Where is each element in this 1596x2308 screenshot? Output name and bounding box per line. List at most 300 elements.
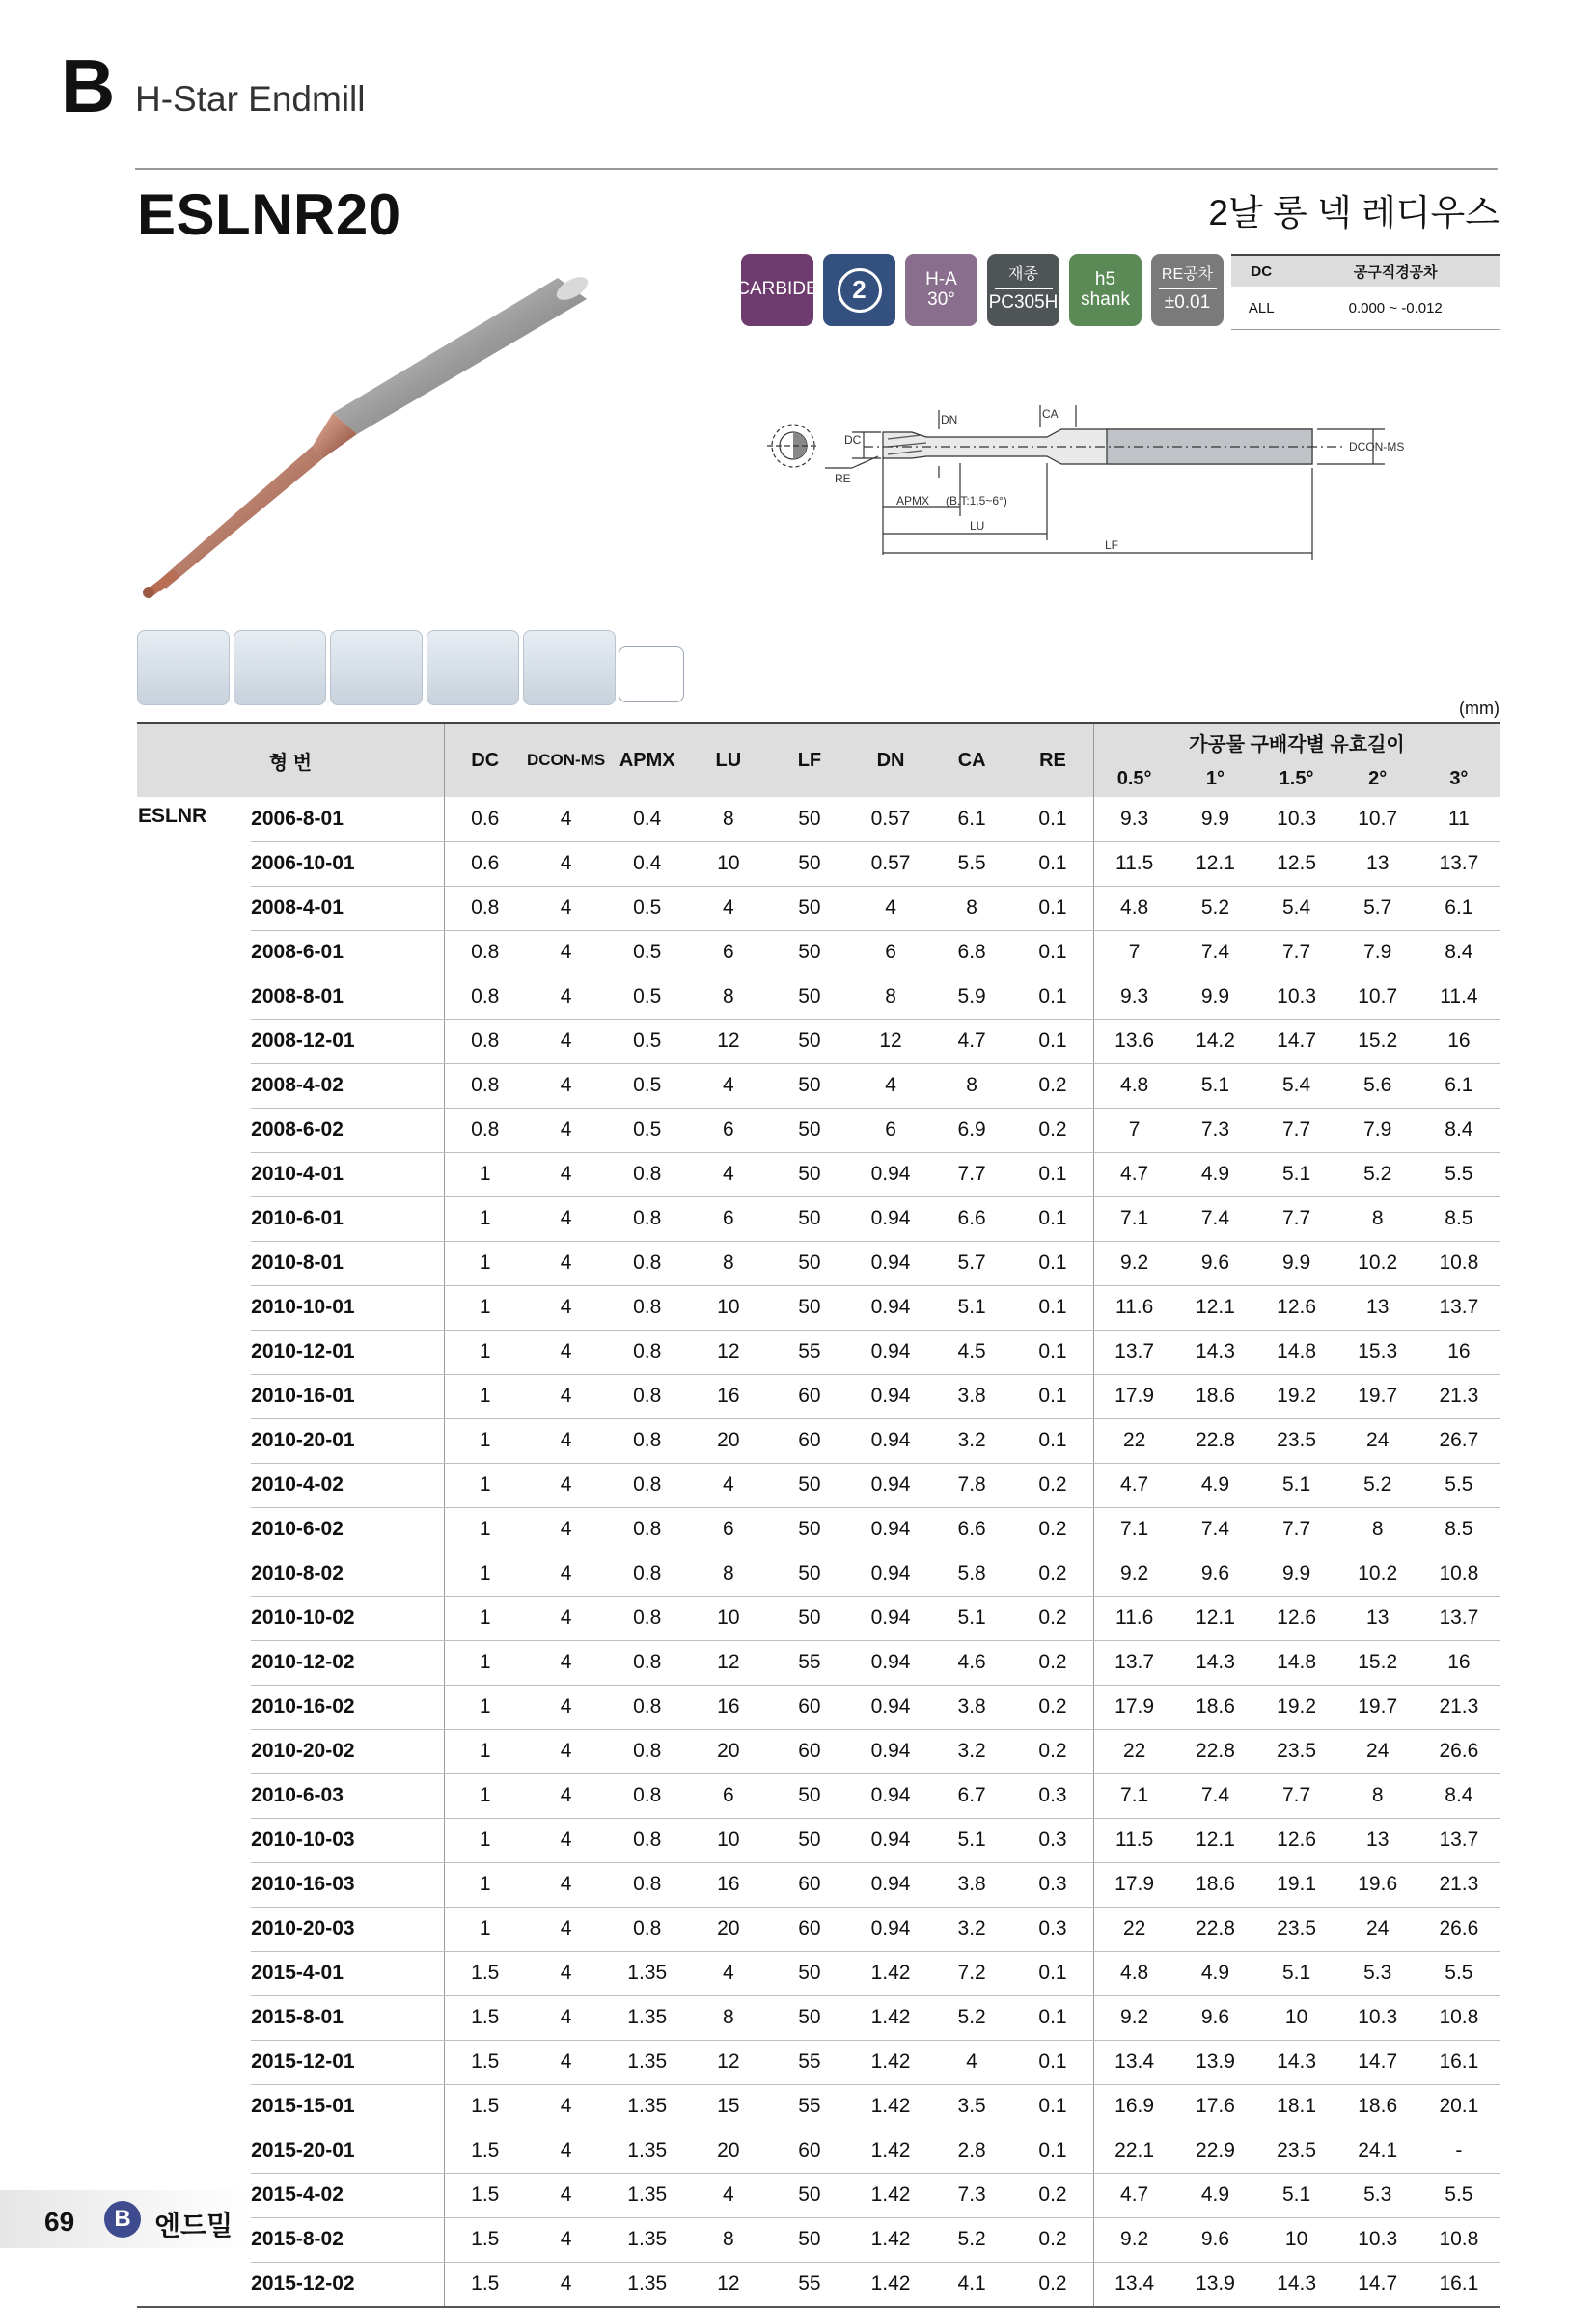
value-cell: 11.5 bbox=[1093, 1818, 1174, 1862]
value-cell: 4 bbox=[526, 1418, 607, 1463]
header-effective-length: 가공물 구배각별 유효길이 bbox=[1093, 723, 1500, 760]
value-cell: 5.2 bbox=[1337, 1463, 1418, 1507]
value-cell: 0.2 bbox=[1012, 1596, 1093, 1640]
value-cell: 8 bbox=[688, 1241, 769, 1285]
value-cell: 5.1 bbox=[1256, 2173, 1337, 2217]
value-cell: 4 bbox=[850, 1063, 931, 1108]
value-cell: 12 bbox=[688, 2262, 769, 2307]
value-cell: 4 bbox=[688, 2173, 769, 2217]
value-cell: 14.7 bbox=[1337, 2262, 1418, 2307]
value-cell: 10 bbox=[688, 1818, 769, 1862]
value-cell: 1.42 bbox=[850, 2217, 931, 2262]
value-cell: 10.3 bbox=[1337, 2217, 1418, 2262]
header-re: RE bbox=[1012, 723, 1093, 797]
value-cell: 14.3 bbox=[1174, 1640, 1255, 1685]
value-cell: 26.6 bbox=[1418, 1729, 1500, 1773]
value-cell: 4 bbox=[526, 1196, 607, 1241]
value-cell: 4 bbox=[526, 1019, 607, 1063]
value-cell: 4 bbox=[526, 1818, 607, 1862]
badge-bottom-text: shank bbox=[1081, 288, 1130, 310]
section-title: H-Star Endmill bbox=[135, 79, 366, 119]
value-cell: 24.1 bbox=[1337, 2129, 1418, 2173]
family-cell bbox=[137, 2129, 251, 2173]
value-cell: 6 bbox=[688, 1196, 769, 1241]
table-row bbox=[137, 1596, 1500, 1640]
value-cell: 18.6 bbox=[1337, 2084, 1418, 2129]
value-cell: 1.35 bbox=[607, 2040, 688, 2084]
value-cell: 7.7 bbox=[931, 1152, 1012, 1196]
product-model: ESLNR20 bbox=[137, 182, 401, 247]
value-cell: 5.5 bbox=[1418, 2173, 1500, 2217]
value-cell: 12 bbox=[688, 1640, 769, 1685]
value-cell: 4 bbox=[526, 2217, 607, 2262]
value-cell: 0.8 bbox=[607, 1418, 688, 1463]
value-cell: 7.7 bbox=[1256, 1196, 1337, 1241]
value-cell: 0.8 bbox=[607, 1330, 688, 1374]
value-cell: 15.2 bbox=[1337, 1019, 1418, 1063]
value-cell: 10.2 bbox=[1337, 1552, 1418, 1596]
value-cell: 26.7 bbox=[1418, 1418, 1500, 1463]
table-row bbox=[137, 975, 1500, 1019]
value-cell: 4 bbox=[526, 1640, 607, 1685]
value-cell: 3.2 bbox=[931, 1907, 1012, 1951]
value-cell: 0.57 bbox=[850, 797, 931, 841]
value-cell: 5.1 bbox=[931, 1818, 1012, 1862]
table-row bbox=[137, 2129, 1500, 2173]
value-cell: 1.35 bbox=[607, 2262, 688, 2307]
value-cell: 21.3 bbox=[1418, 1685, 1500, 1729]
value-cell: 0.1 bbox=[1012, 797, 1093, 841]
value-cell: 10 bbox=[1256, 2217, 1337, 2262]
value-cell: 0.6 bbox=[444, 797, 525, 841]
badge-divider bbox=[1159, 288, 1217, 289]
value-cell: 4.8 bbox=[1093, 1063, 1174, 1108]
value-cell: 16 bbox=[688, 1862, 769, 1907]
value-cell: 14.7 bbox=[1337, 2040, 1418, 2084]
value-cell: 0.94 bbox=[850, 1818, 931, 1862]
label-re: RE bbox=[835, 472, 851, 485]
value-cell: 13.7 bbox=[1093, 1330, 1174, 1374]
value-cell: 6.7 bbox=[931, 1773, 1012, 1818]
value-cell: 1.35 bbox=[607, 1995, 688, 2040]
value-cell: 0.2 bbox=[1012, 1463, 1093, 1507]
value-cell: 0.94 bbox=[850, 1507, 931, 1552]
value-cell: 21.3 bbox=[1418, 1374, 1500, 1418]
value-cell: 1.5 bbox=[444, 2217, 525, 2262]
table-row bbox=[137, 1152, 1500, 1196]
family-cell bbox=[137, 975, 251, 1019]
value-cell: 50 bbox=[769, 841, 850, 886]
header-angle-1-5: 1.5° bbox=[1256, 760, 1337, 797]
table-row bbox=[137, 1729, 1500, 1773]
table-row bbox=[137, 1285, 1500, 1330]
value-cell: 7.1 bbox=[1093, 1507, 1174, 1552]
model-code-cell: 2010-4-02 bbox=[251, 1463, 444, 1507]
badge-3 bbox=[987, 254, 1059, 326]
value-cell: 50 bbox=[769, 1507, 850, 1552]
value-cell: 1 bbox=[444, 1285, 525, 1330]
value-cell: 50 bbox=[769, 797, 850, 841]
label-dc: DC bbox=[844, 433, 862, 447]
value-cell: 5.7 bbox=[931, 1241, 1012, 1285]
value-cell: 8.4 bbox=[1418, 1773, 1500, 1818]
value-cell: 12.6 bbox=[1256, 1285, 1337, 1330]
value-cell: 0.8 bbox=[607, 1196, 688, 1241]
value-cell: 4.9 bbox=[1174, 1951, 1255, 1995]
unit-label: (mm) bbox=[1459, 699, 1500, 718]
table-row bbox=[137, 1196, 1500, 1241]
value-cell: 1 bbox=[444, 1596, 525, 1640]
value-cell: 10 bbox=[688, 841, 769, 886]
value-cell: 13.7 bbox=[1418, 841, 1500, 886]
value-cell: 0.8 bbox=[607, 1773, 688, 1818]
model-code-cell: 2015-12-02 bbox=[251, 2262, 444, 2307]
model-code-cell: 2010-16-03 bbox=[251, 1862, 444, 1907]
spec-table bbox=[137, 722, 1500, 2308]
value-cell: 11 bbox=[1418, 797, 1500, 841]
value-cell: 55 bbox=[769, 1640, 850, 1685]
value-cell: 22.8 bbox=[1174, 1907, 1255, 1951]
value-cell: 0.5 bbox=[607, 1063, 688, 1108]
value-cell: 0.8 bbox=[607, 1862, 688, 1907]
tol-header-dc: DC bbox=[1231, 255, 1291, 287]
end-view-icon bbox=[767, 425, 819, 467]
value-cell: 17.9 bbox=[1093, 1862, 1174, 1907]
table-row bbox=[137, 1108, 1500, 1152]
value-cell: 4 bbox=[526, 1596, 607, 1640]
value-cell: 4 bbox=[526, 1330, 607, 1374]
value-cell: 4.7 bbox=[931, 1019, 1012, 1063]
value-cell: 0.8 bbox=[607, 1907, 688, 1951]
value-cell: 5.2 bbox=[931, 2217, 1012, 2262]
value-cell: 9.9 bbox=[1174, 797, 1255, 841]
family-cell bbox=[137, 841, 251, 886]
value-cell: 0.8 bbox=[444, 1019, 525, 1063]
value-cell: 4 bbox=[526, 2084, 607, 2129]
value-cell: 12 bbox=[688, 1019, 769, 1063]
model-code-cell: 2010-12-02 bbox=[251, 1640, 444, 1685]
value-cell: 7.4 bbox=[1174, 1773, 1255, 1818]
value-cell: 4 bbox=[526, 1463, 607, 1507]
family-cell bbox=[137, 1907, 251, 1951]
value-cell: 4.9 bbox=[1174, 1463, 1255, 1507]
table-row bbox=[137, 1063, 1500, 1108]
value-cell: 1 bbox=[444, 1507, 525, 1552]
value-cell: 16 bbox=[688, 1685, 769, 1729]
family-cell bbox=[137, 1773, 251, 1818]
value-cell: 7.9 bbox=[1337, 930, 1418, 975]
family-cell bbox=[137, 1374, 251, 1418]
value-cell: 24 bbox=[1337, 1907, 1418, 1951]
value-cell: 1 bbox=[444, 1463, 525, 1507]
value-cell: 1 bbox=[444, 1196, 525, 1241]
product-subtitle: 2날 롱 넥 레디우스 bbox=[1208, 193, 1500, 233]
value-cell: 0.1 bbox=[1012, 841, 1093, 886]
value-cell: 50 bbox=[769, 1951, 850, 1995]
table-row bbox=[137, 1818, 1500, 1862]
family-cell bbox=[137, 1241, 251, 1285]
value-cell: 0.3 bbox=[1012, 1862, 1093, 1907]
value-cell: 18.6 bbox=[1174, 1685, 1255, 1729]
label-apmx: APMX bbox=[896, 494, 930, 508]
value-cell: 0.94 bbox=[850, 1862, 931, 1907]
family-cell bbox=[137, 1152, 251, 1196]
value-cell: 5.2 bbox=[1174, 886, 1255, 930]
model-code-cell: 2015-15-01 bbox=[251, 2084, 444, 2129]
value-cell: 0.1 bbox=[1012, 930, 1093, 975]
value-cell: 50 bbox=[769, 886, 850, 930]
family-cell bbox=[137, 1951, 251, 1995]
family-cell bbox=[137, 1862, 251, 1907]
value-cell: - bbox=[1418, 2129, 1500, 2173]
value-cell: 50 bbox=[769, 1108, 850, 1152]
value-cell: 4 bbox=[526, 2173, 607, 2217]
value-cell: 4 bbox=[526, 1108, 607, 1152]
value-cell: 0.1 bbox=[1012, 1418, 1093, 1463]
value-cell: 8.5 bbox=[1418, 1196, 1500, 1241]
family-cell bbox=[137, 930, 251, 975]
header-angle-2: 2° bbox=[1337, 760, 1418, 797]
value-cell: 8 bbox=[1337, 1507, 1418, 1552]
value-cell: 50 bbox=[769, 1773, 850, 1818]
header-lu: LU bbox=[688, 723, 769, 797]
value-cell: 60 bbox=[769, 1418, 850, 1463]
model-code-cell: 2008-12-01 bbox=[251, 1019, 444, 1063]
model-code-cell: 2008-8-01 bbox=[251, 975, 444, 1019]
value-cell: 10.2 bbox=[1337, 1241, 1418, 1285]
value-cell: 0.8 bbox=[607, 1241, 688, 1285]
value-cell: 0.8 bbox=[444, 975, 525, 1019]
value-cell: 0.94 bbox=[850, 1907, 931, 1951]
value-cell: 0.3 bbox=[1012, 1818, 1093, 1862]
value-cell: 7.7 bbox=[1256, 1108, 1337, 1152]
value-cell: 16 bbox=[1418, 1019, 1500, 1063]
value-cell: 26.6 bbox=[1418, 1907, 1500, 1951]
value-cell: 22 bbox=[1093, 1729, 1174, 1773]
value-cell: 19.2 bbox=[1256, 1374, 1337, 1418]
value-cell: 0.4 bbox=[607, 797, 688, 841]
value-cell: 50 bbox=[769, 1196, 850, 1241]
model-code-cell: 2010-8-02 bbox=[251, 1552, 444, 1596]
table-row bbox=[137, 1241, 1500, 1285]
value-cell: 6.8 bbox=[931, 930, 1012, 975]
dimension-lines bbox=[825, 405, 1385, 560]
table-row bbox=[137, 797, 1500, 841]
value-cell: 4 bbox=[526, 1951, 607, 1995]
table-row bbox=[137, 2262, 1500, 2307]
value-cell: 1 bbox=[444, 1685, 525, 1729]
table-row bbox=[137, 886, 1500, 930]
value-cell: 18.1 bbox=[1256, 2084, 1337, 2129]
value-cell: 8 bbox=[688, 1995, 769, 2040]
table-row bbox=[137, 1995, 1500, 2040]
value-cell: 13.7 bbox=[1093, 1640, 1174, 1685]
value-cell: 3.8 bbox=[931, 1374, 1012, 1418]
family-cell: ESLNR bbox=[138, 805, 207, 827]
value-cell: 8 bbox=[688, 1552, 769, 1596]
value-cell: 4 bbox=[526, 1995, 607, 2040]
value-cell: 4 bbox=[850, 886, 931, 930]
value-cell: 1.5 bbox=[444, 1951, 525, 1995]
table-row bbox=[137, 2173, 1500, 2217]
value-cell: 10.3 bbox=[1256, 797, 1337, 841]
value-cell: 11.4 bbox=[1418, 975, 1500, 1019]
value-cell: 0.94 bbox=[850, 1463, 931, 1507]
family-cell bbox=[137, 1330, 251, 1374]
model-code-cell: 2015-8-02 bbox=[251, 2217, 444, 2262]
value-cell: 12.1 bbox=[1174, 1818, 1255, 1862]
value-cell: 0.8 bbox=[607, 1640, 688, 1685]
model-code-cell: 2010-10-02 bbox=[251, 1596, 444, 1640]
value-cell: 0.1 bbox=[1012, 2084, 1093, 2129]
value-cell: 1 bbox=[444, 1818, 525, 1862]
value-cell: 18.6 bbox=[1174, 1862, 1255, 1907]
value-cell: 0.94 bbox=[850, 1196, 931, 1241]
value-cell: 9.2 bbox=[1093, 1241, 1174, 1285]
value-cell: 23.5 bbox=[1256, 1418, 1337, 1463]
value-cell: 15.2 bbox=[1337, 1640, 1418, 1685]
value-cell: 0.3 bbox=[1012, 1907, 1093, 1951]
tool-tip bbox=[143, 569, 179, 598]
value-cell: 10.3 bbox=[1337, 1995, 1418, 2040]
value-cell: 1.35 bbox=[607, 2217, 688, 2262]
value-cell: 9.9 bbox=[1174, 975, 1255, 1019]
value-cell: 4.7 bbox=[1093, 1463, 1174, 1507]
value-cell: 7.4 bbox=[1174, 930, 1255, 975]
value-cell: 1.42 bbox=[850, 2173, 931, 2217]
badge-top-text: H-A bbox=[925, 268, 957, 289]
value-cell: 5.4 bbox=[1256, 886, 1337, 930]
value-cell: 7.3 bbox=[1174, 1108, 1255, 1152]
value-cell: 1 bbox=[444, 1907, 525, 1951]
value-cell: 3.8 bbox=[931, 1862, 1012, 1907]
value-cell: 0.5 bbox=[607, 1019, 688, 1063]
value-cell: 12.6 bbox=[1256, 1818, 1337, 1862]
value-cell: 0.1 bbox=[1012, 1330, 1093, 1374]
value-cell: 4.7 bbox=[1093, 1152, 1174, 1196]
value-cell: 4.5 bbox=[931, 1330, 1012, 1374]
label-lf: LF bbox=[1105, 538, 1119, 552]
value-cell: 0.8 bbox=[607, 1818, 688, 1862]
value-cell: 0.5 bbox=[607, 886, 688, 930]
value-cell: 0.94 bbox=[850, 1640, 931, 1685]
value-cell: 20.1 bbox=[1418, 2084, 1500, 2129]
badge-0 bbox=[736, 254, 818, 326]
badge-5 bbox=[1151, 254, 1224, 326]
value-cell: 0.8 bbox=[607, 1552, 688, 1596]
value-cell: 6 bbox=[688, 1108, 769, 1152]
value-cell: 50 bbox=[769, 975, 850, 1019]
value-cell: 0.2 bbox=[1012, 1063, 1093, 1108]
value-cell: 0.2 bbox=[1012, 1108, 1093, 1152]
value-cell: 9.6 bbox=[1174, 1241, 1255, 1285]
label-ca: CA bbox=[1042, 407, 1059, 421]
value-cell: 0.1 bbox=[1012, 975, 1093, 1019]
value-cell: 22.8 bbox=[1174, 1418, 1255, 1463]
value-cell: 0.94 bbox=[850, 1773, 931, 1818]
value-cell: 4 bbox=[688, 1951, 769, 1995]
value-cell: 4 bbox=[526, 1862, 607, 1907]
tool-neck bbox=[158, 413, 357, 589]
table-row bbox=[137, 1862, 1500, 1907]
value-cell: 0.6 bbox=[444, 841, 525, 886]
label-lu: LU bbox=[970, 519, 985, 533]
value-cell: 5.7 bbox=[1337, 886, 1418, 930]
page-number: 69 bbox=[44, 2207, 75, 2237]
model-code-cell: 2008-4-02 bbox=[251, 1063, 444, 1108]
value-cell: 4.9 bbox=[1174, 1152, 1255, 1196]
value-cell: 6 bbox=[688, 1507, 769, 1552]
value-cell: 4 bbox=[688, 886, 769, 930]
value-cell: 8 bbox=[1337, 1196, 1418, 1241]
value-cell: 5.5 bbox=[1418, 1463, 1500, 1507]
table-row bbox=[137, 1507, 1500, 1552]
value-cell: 1 bbox=[444, 1152, 525, 1196]
value-cell: 5.3 bbox=[1337, 1951, 1418, 1995]
table-row bbox=[137, 1685, 1500, 1729]
value-cell: 10.8 bbox=[1418, 1241, 1500, 1285]
value-cell: 0.94 bbox=[850, 1241, 931, 1285]
model-code-cell: 2010-20-02 bbox=[251, 1729, 444, 1773]
value-cell: 5.1 bbox=[1256, 1152, 1337, 1196]
model-code-cell: 2006-10-01 bbox=[251, 841, 444, 886]
value-cell: 7.9 bbox=[1337, 1108, 1418, 1152]
model-code-cell: 2008-4-01 bbox=[251, 886, 444, 930]
value-cell: 0.94 bbox=[850, 1374, 931, 1418]
footer-section-label: 엔드밀 bbox=[154, 2211, 234, 2240]
family-cell bbox=[137, 1196, 251, 1241]
value-cell: 16 bbox=[1418, 1330, 1500, 1374]
table-row bbox=[137, 1463, 1500, 1507]
value-cell: 7.3 bbox=[931, 2173, 1012, 2217]
family-cell bbox=[137, 1818, 251, 1862]
value-cell: 6.6 bbox=[931, 1196, 1012, 1241]
value-cell: 17.6 bbox=[1174, 2084, 1255, 2129]
value-cell: 7 bbox=[1093, 930, 1174, 975]
header-model: 형 번 bbox=[137, 723, 444, 797]
value-cell: 1 bbox=[444, 1241, 525, 1285]
header-lf: LF bbox=[769, 723, 850, 797]
value-cell: 6 bbox=[688, 1773, 769, 1818]
value-cell: 4 bbox=[931, 2040, 1012, 2084]
value-cell: 0.2 bbox=[1012, 1552, 1093, 1596]
value-cell: 50 bbox=[769, 1552, 850, 1596]
value-cell: 0.2 bbox=[1012, 1507, 1093, 1552]
value-cell: 7.1 bbox=[1093, 1773, 1174, 1818]
header-angle-3: 3° bbox=[1418, 760, 1500, 797]
value-cell: 0.1 bbox=[1012, 1995, 1093, 2040]
value-cell: 19.7 bbox=[1337, 1685, 1418, 1729]
header-dcon: DCON-MS bbox=[526, 723, 607, 797]
value-cell: 13 bbox=[1337, 1818, 1418, 1862]
value-cell: 12.1 bbox=[1174, 1596, 1255, 1640]
value-cell: 10 bbox=[688, 1285, 769, 1330]
value-cell: 13 bbox=[1337, 841, 1418, 886]
badge-top-text: 2 bbox=[838, 268, 882, 313]
badge-top-text: CARBIDE bbox=[736, 279, 818, 300]
table-row bbox=[137, 2217, 1500, 2262]
tol-header-tolerance: 공구직경공차 bbox=[1291, 255, 1500, 287]
value-cell: 5.1 bbox=[931, 1285, 1012, 1330]
value-cell: 1.35 bbox=[607, 2129, 688, 2173]
value-cell: 6.1 bbox=[1418, 1063, 1500, 1108]
value-cell: 12 bbox=[688, 2040, 769, 2084]
badge-4 bbox=[1069, 254, 1142, 326]
value-cell: 8 bbox=[850, 975, 931, 1019]
value-cell: 1.42 bbox=[850, 2129, 931, 2173]
value-cell: 17.9 bbox=[1093, 1374, 1174, 1418]
value-cell: 19.2 bbox=[1256, 1685, 1337, 1729]
